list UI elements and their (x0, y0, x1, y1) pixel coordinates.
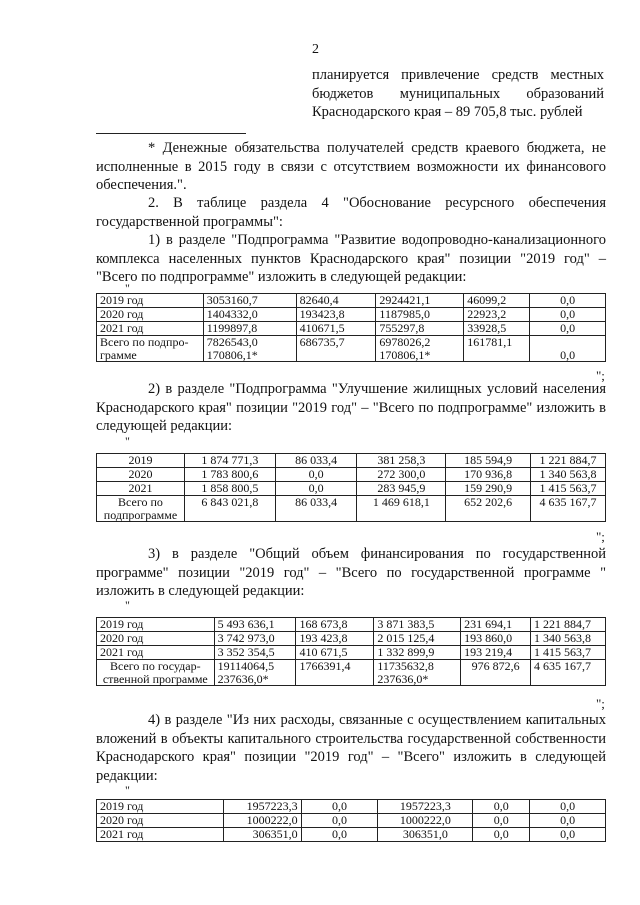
table-row-total (97, 660, 606, 686)
table-row (97, 632, 606, 646)
subitem-3-text: 3) в разделе "Общий объем финансирования по государственной программе" позиции "2019 год" – "Всего по государственной программе " изложить в следующей редакции: (96, 546, 606, 599)
cell-federal: 0,0 (301, 814, 378, 828)
cell-year: 2020 (97, 468, 185, 482)
cell-total: 1199897,8 (203, 322, 296, 336)
cell-other: 1 415 563,7 (531, 646, 606, 660)
cell-regional: 272 300,0 (357, 468, 446, 482)
cell-regional: 381 258,3 (357, 454, 446, 468)
cell-local: 185 594,9 (446, 454, 531, 468)
value-main: 19114064,5 (217, 659, 275, 673)
table-row (97, 454, 606, 468)
value-footnoted: 170806,1* (379, 347, 431, 362)
cell-local: 161781,1 (464, 336, 530, 362)
cell-total: 1 874 771,3 (184, 454, 275, 468)
cell-regional: 1 469 618,1 (357, 496, 446, 522)
cell-federal: 410 671,5 (296, 646, 374, 660)
quote-open-2: " (125, 434, 130, 448)
cell-total: 1 858 800,5 (184, 482, 275, 496)
cell-year: 2020 год (97, 814, 224, 828)
cell-total: 1957223,3 (223, 800, 301, 814)
cell-year: 2020 год (97, 308, 204, 322)
cell-local: 193 860,0 (461, 632, 531, 646)
cell-other: 1 221 884,7 (531, 454, 606, 468)
cell-federal: 168 673,8 (296, 618, 374, 632)
cell-other: 4 635 167,7 (531, 496, 606, 522)
table-row (97, 814, 606, 828)
cell-local: 33928,5 (464, 322, 530, 336)
subitem-1-text: 1) в разделе "Подпрограмма "Развитие водопроводно-канализационного комплекса населенных пунктов Краснодарского края" позиции "2019 год" – "Всего по подпрограмме" изложить в следующей редакции: (96, 232, 606, 285)
cell-federal: 686735,7 (296, 336, 376, 362)
item-2-heading: 2. В таблице раздела 4 "Обоснование ресурсного обеспечения государственной программы": (96, 195, 606, 230)
cell-total: 1000222,0 (223, 814, 301, 828)
table-row (97, 294, 606, 308)
cell-other: 1 340 563,8 (531, 468, 606, 482)
cell-local: 46099,2 (464, 294, 530, 308)
cell-other: 0,0 (530, 336, 606, 362)
cell-total: 6 843 021,8 (184, 496, 275, 522)
cell-year: 2019 год (97, 618, 215, 632)
cell-year: 2021 (97, 482, 185, 496)
cell-total: 5 493 636,1 (214, 618, 296, 632)
cell-federal: 0,0 (275, 482, 357, 496)
cell-regional: 2924421,1 (376, 294, 464, 308)
cell-other: 0,0 (530, 308, 606, 322)
cell-total: 3 742 973,0 (214, 632, 296, 646)
table-2 (96, 453, 606, 522)
cell-regional: 306351,0 (378, 828, 473, 842)
cell-local: 193 219,4 (461, 646, 531, 660)
cell-other: 0,0 (530, 294, 606, 308)
table-row-total (97, 336, 606, 362)
cell-other: 1 415 563,7 (531, 482, 606, 496)
cell-federal: 0,0 (301, 828, 378, 842)
cell-year: 2021 год (97, 322, 204, 336)
table-row (97, 468, 606, 482)
subitem-2-text: 2) в разделе "Подпрограмма "Улучшение жилищных условий населения Краснодарского края" позиции "2019 год" – "Всего по подпрограмме" изложить в следующей редакции: (96, 381, 606, 434)
cell-other: 0,0 (530, 322, 606, 336)
quote-close-1: "; (596, 368, 605, 383)
cell-other: 0,0 (530, 828, 606, 842)
cell-other: 1 221 884,7 (531, 618, 606, 632)
footnote-rule (96, 133, 246, 134)
cell-federal: 86 033,4 (275, 454, 357, 468)
table-row (97, 800, 606, 814)
cell-local: 231 694,1 (461, 618, 531, 632)
cell-regional: 1000222,0 (378, 814, 473, 828)
table-row (97, 828, 606, 842)
cell-federal: 193 423,8 (296, 632, 374, 646)
cell-total: 1404332,0 (203, 308, 296, 322)
cell-year: 2020 год (97, 632, 215, 646)
cell-regional: 755297,8 (376, 322, 464, 336)
footnote-text: * Денежные обязательства получателей средств краевого бюджета, не исполненные в 2015 году в связи с отсутствием возможности их финансового обеспечения.". (96, 140, 606, 193)
cell-regional (374, 660, 461, 686)
value-footnoted: 237636,0* (377, 671, 429, 686)
table-1 (96, 293, 606, 362)
page-number: 2 (312, 42, 319, 57)
cell-year: 2019 год (97, 800, 224, 814)
table-row-total (97, 496, 606, 522)
cell-local: 652 202,6 (446, 496, 531, 522)
cell-other: 0,0 (530, 800, 606, 814)
cell-year: 2021 год (97, 828, 224, 842)
value-main: 11735632,8 (377, 659, 434, 673)
cell-regional: 1957223,3 (378, 800, 473, 814)
cell-federal: 410671,5 (296, 322, 376, 336)
table-row (97, 322, 606, 336)
cell-local: 159 290,9 (446, 482, 531, 496)
cell-regional: 2 015 125,4 (374, 632, 461, 646)
subitem-4-text: 4) в разделе "Из них расходы, связанные с осуществлением капитальных вложений в объекты капитального строительства государственной собственности Краснодарского края" позиции "2019 год" – "Всего" изложить в следующей редакции: (96, 712, 606, 784)
cell-total: 3 352 354,5 (214, 646, 296, 660)
quote-close-3: "; (596, 696, 605, 711)
cell-federal: 0,0 (301, 800, 378, 814)
cell-local: 0,0 (473, 814, 530, 828)
cell-total: 306351,0 (223, 828, 301, 842)
cell-federal: 193423,8 (296, 308, 376, 322)
cell-local: 170 936,8 (446, 468, 531, 482)
table-row (97, 646, 606, 660)
cell-federal: 86 033,4 (275, 496, 357, 522)
table-row (97, 482, 606, 496)
cell-other: 1 340 563,8 (531, 632, 606, 646)
cell-total-label: Всего по подпрограмме (97, 496, 185, 522)
cell-local: 976 872,6 (461, 660, 531, 686)
cell-total: 1 783 800,6 (184, 468, 275, 482)
cell-total-label: Всего по государ-ственной программе (97, 660, 215, 686)
quote-open-3: " (125, 598, 130, 612)
cell-federal: 0,0 (275, 468, 357, 482)
quote-close-2: "; (596, 529, 605, 544)
cell-other: 0,0 (530, 814, 606, 828)
cell-total (203, 336, 296, 362)
cell-regional: 1 332 899,9 (374, 646, 461, 660)
cell-total-label: Всего по подпро-грамме (97, 336, 204, 362)
intro-text: планируется привлечение средств местных бюджетов муниципальных образований Краснодарского края – 89 705,8 тыс. рублей (312, 67, 604, 120)
cell-regional (376, 336, 464, 362)
cell-local: 0,0 (473, 828, 530, 842)
cell-regional: 1187985,0 (376, 308, 464, 322)
quote-open-1: " (125, 281, 130, 295)
cell-local: 22923,2 (464, 308, 530, 322)
cell-year: 2019 год (97, 294, 204, 308)
quote-open-4: " (125, 783, 130, 797)
value-footnoted: 170806,1* (206, 347, 258, 362)
table-row (97, 618, 606, 632)
cell-year: 2021 год (97, 646, 215, 660)
table-3 (96, 617, 606, 686)
value-main: 6978026,2 (379, 335, 431, 349)
table-4 (96, 799, 606, 842)
cell-federal: 82640,4 (296, 294, 376, 308)
table-row (97, 308, 606, 322)
cell-local: 0,0 (473, 800, 530, 814)
cell-federal: 1766391,4 (296, 660, 374, 686)
cell-regional: 3 871 383,5 (374, 618, 461, 632)
cell-regional: 283 945,9 (357, 482, 446, 496)
cell-total (214, 660, 296, 686)
value-footnoted: 237636,0* (217, 671, 269, 686)
cell-year: 2019 (97, 454, 185, 468)
value-main: 7826543,0 (206, 335, 258, 349)
cell-total: 3053160,7 (203, 294, 296, 308)
cell-other: 4 635 167,7 (531, 660, 606, 686)
